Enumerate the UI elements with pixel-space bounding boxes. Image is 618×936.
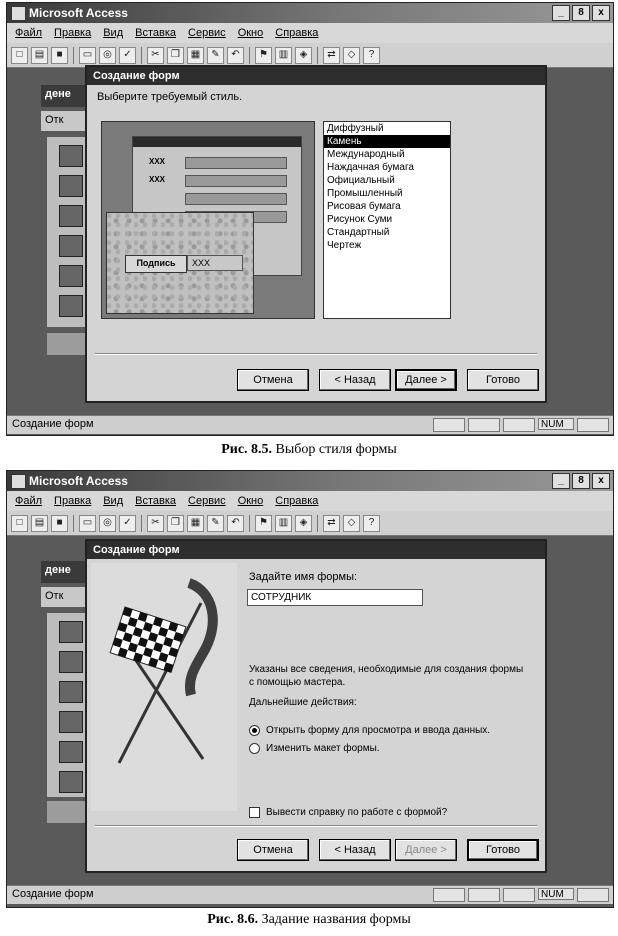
app-title-bar — [7, 471, 613, 491]
menu-insert[interactable]: Вставка — [135, 495, 177, 507]
menu-window[interactable]: Окно — [237, 495, 264, 507]
cut-icon[interactable]: ✂ — [147, 515, 164, 532]
menu-bar — [7, 491, 613, 511]
preview-icon[interactable]: ◎ — [99, 47, 116, 64]
preview-field — [185, 193, 287, 205]
code-icon[interactable]: ◈ — [295, 47, 312, 64]
wizard-info-text: Указаны все сведения, необходимые для создания формы с помощью мастера. — [249, 664, 524, 688]
undo-icon[interactable]: ↶ — [227, 47, 244, 64]
dialog-title: Создание форм — [87, 67, 545, 85]
style-item[interactable]: Промышленный — [327, 188, 403, 199]
finish-button[interactable]: Готово — [467, 839, 539, 861]
cancel-button[interactable]: Отмена — [237, 839, 309, 861]
open-icon[interactable]: ▤ — [31, 515, 48, 532]
num-lock-indicator: NUM — [538, 888, 574, 900]
menu-bar — [7, 23, 613, 43]
restore-button[interactable]: 8 — [572, 5, 590, 21]
figure-caption — [0, 912, 618, 928]
style-item[interactable]: Международный — [327, 149, 405, 160]
links-icon[interactable]: ⚑ — [255, 47, 272, 64]
queries-icon[interactable] — [59, 175, 83, 197]
menu-edit[interactable]: Правка — [54, 27, 92, 39]
menu-edit[interactable]: Правка — [54, 495, 92, 507]
status-cell — [433, 888, 465, 902]
menu-insert[interactable]: Вставка — [135, 27, 177, 39]
spelling-icon[interactable]: ✓ — [119, 47, 136, 64]
checkered-flag-illustration — [91, 563, 237, 811]
dialog-divider — [95, 353, 537, 355]
dialog-divider — [95, 825, 537, 827]
caption-number: Рис. 8.6. — [207, 912, 259, 927]
status-cell — [468, 888, 500, 902]
close-button[interactable]: x — [592, 473, 610, 489]
restore-button[interactable]: 8 — [572, 473, 590, 489]
menu-tools[interactable]: Сервис — [188, 495, 226, 507]
tables-icon[interactable] — [59, 145, 83, 167]
next-button[interactable]: Далее > — [395, 839, 457, 861]
reports-icon[interactable] — [59, 235, 83, 257]
status-cell — [503, 418, 535, 432]
toolbar-separator — [249, 515, 250, 532]
toolbar-separator — [249, 47, 250, 64]
next-button[interactable]: Далее > — [395, 369, 457, 391]
menu-help[interactable]: Справка — [275, 27, 319, 39]
access-app-icon — [11, 474, 26, 489]
back-button[interactable]: < Назад — [319, 839, 391, 861]
relationships-icon[interactable]: ⇄ — [323, 515, 340, 532]
new-icon[interactable]: □ — [11, 515, 28, 532]
open-icon[interactable]: ▤ — [31, 47, 48, 64]
save-icon[interactable]: ■ — [51, 47, 68, 64]
form-name-input[interactable]: СОТРУДНИК — [247, 589, 423, 606]
tables-icon[interactable] — [59, 621, 83, 643]
toolbar-separator — [73, 515, 74, 532]
cancel-button[interactable]: Отмена — [237, 369, 309, 391]
format-painter-icon[interactable]: ✎ — [207, 515, 224, 532]
style-item[interactable]: Диффузный — [327, 123, 384, 134]
num-lock-indicator: NUM — [538, 418, 574, 430]
dialog-title: Создание форм — [87, 541, 545, 559]
status-cell — [577, 888, 609, 902]
toolbar-separator — [317, 47, 318, 64]
style-item[interactable]: Наждачная бумага — [327, 162, 414, 173]
relationships-icon[interactable]: ⇄ — [323, 47, 340, 64]
minimize-button[interactable]: _ — [552, 5, 570, 21]
style-item[interactable]: Рисунок Суми — [327, 214, 393, 225]
style-item[interactable]: Рисовая бумага — [327, 201, 401, 212]
help-icon[interactable]: ? — [363, 515, 380, 532]
app-title: Microsoft Access — [29, 474, 128, 488]
status-bar — [7, 415, 613, 434]
stone-texture-sample — [106, 212, 254, 314]
copy-icon[interactable]: ❐ — [167, 47, 184, 64]
screenshot-form-name — [6, 470, 614, 908]
new-icon[interactable]: □ — [11, 47, 28, 64]
finish-button[interactable]: Готово — [467, 369, 539, 391]
preview-caption-label: Подпись — [125, 255, 187, 273]
database-window-title: дене — [41, 85, 91, 107]
caption-number: Рис. 8.5. — [221, 442, 273, 457]
modify-layout-option[interactable] — [249, 743, 380, 754]
radio-selected-icon[interactable] — [249, 725, 260, 736]
toolbar-separator — [317, 515, 318, 532]
new-object-icon[interactable]: ◇ — [343, 47, 360, 64]
menu-window[interactable]: Окно — [237, 27, 264, 39]
style-list[interactable] — [323, 121, 451, 319]
checkbox-icon[interactable] — [249, 807, 260, 818]
status-cell — [468, 418, 500, 432]
open-form-option[interactable] — [249, 725, 490, 736]
caption-text: Задание названия формы — [261, 912, 411, 927]
reports-icon[interactable] — [59, 711, 83, 733]
spelling-icon[interactable]: ✓ — [119, 515, 136, 532]
style-item[interactable]: Чертеж — [327, 240, 362, 251]
database-open-button[interactable]: Отк — [41, 587, 91, 607]
analyze-icon[interactable]: ▥ — [275, 47, 292, 64]
status-text: Создание форм — [12, 418, 94, 430]
menu-tools[interactable]: Сервис — [188, 27, 226, 39]
toolbar-separator — [73, 47, 74, 64]
links-icon[interactable]: ⚑ — [255, 515, 272, 532]
menu-view[interactable]: Вид — [103, 495, 124, 507]
analyze-icon[interactable]: ▥ — [275, 515, 292, 532]
help-icon[interactable]: ? — [363, 47, 380, 64]
status-cell — [503, 888, 535, 902]
next-actions-label: Дальнейшие действия: — [249, 697, 357, 708]
menu-file[interactable]: Файл — [15, 495, 43, 507]
help-checkbox[interactable] — [249, 807, 447, 818]
app-title-bar — [7, 3, 613, 23]
format-painter-icon[interactable]: ✎ — [207, 47, 224, 64]
print-icon[interactable]: ▭ — [79, 47, 96, 64]
form-wizard-dialog — [85, 539, 547, 873]
toolbar-separator — [141, 47, 142, 64]
copy-icon[interactable]: ❐ — [167, 515, 184, 532]
back-button[interactable]: < Назад — [319, 369, 391, 391]
style-prompt: Выберите требуемый стиль. — [97, 91, 243, 103]
form-wizard-dialog — [85, 65, 547, 403]
preview-row-label: XXX — [149, 175, 166, 184]
status-bar — [7, 885, 613, 904]
menu-view[interactable]: Вид — [103, 27, 124, 39]
preview-form-header — [133, 137, 301, 147]
pages-icon[interactable] — [59, 741, 83, 763]
new-object-icon[interactable]: ◇ — [343, 515, 360, 532]
toolbar — [7, 511, 613, 536]
close-button[interactable]: x — [592, 5, 610, 21]
form-name-label: Задайте имя формы: — [249, 571, 358, 583]
status-cell — [577, 418, 609, 432]
style-item[interactable]: Официальный — [327, 175, 395, 186]
checkered-flag-icon — [91, 563, 237, 811]
app-title: Microsoft Access — [29, 6, 128, 20]
forms-icon[interactable] — [59, 681, 83, 703]
style-item-selected[interactable]: Камень — [324, 135, 450, 148]
save-icon[interactable]: ■ — [51, 515, 68, 532]
style-preview — [101, 121, 315, 319]
preview-icon[interactable]: ◎ — [99, 515, 116, 532]
preview-row-label: XXX — [149, 157, 166, 166]
preview-field — [185, 157, 287, 169]
preview-caption-value: XXX — [187, 255, 243, 271]
menu-help[interactable]: Справка — [275, 495, 319, 507]
access-app-icon — [11, 6, 26, 21]
figure-caption — [0, 442, 618, 458]
macros-icon[interactable] — [59, 771, 83, 793]
preview-field — [185, 175, 287, 187]
toolbar-separator — [141, 515, 142, 532]
radio-empty-icon[interactable] — [249, 743, 260, 754]
undo-icon[interactable]: ↶ — [227, 515, 244, 532]
cut-icon[interactable]: ✂ — [147, 47, 164, 64]
paste-icon[interactable]: ▦ — [187, 515, 204, 532]
open-form-option-label: Открыть форму для просмотра и ввода данных. — [266, 725, 491, 736]
status-text: Создание форм — [12, 888, 94, 900]
queries-icon[interactable] — [59, 651, 83, 673]
caption-text: Выбор стиля формы — [275, 442, 397, 457]
minimize-button[interactable]: _ — [552, 473, 570, 489]
database-window-title: дене — [41, 561, 91, 583]
forms-icon[interactable] — [59, 205, 83, 227]
paste-icon[interactable]: ▦ — [187, 47, 204, 64]
modify-layout-option-label: Изменить макет формы. — [266, 743, 380, 754]
macros-icon[interactable] — [59, 295, 83, 317]
screenshot-style-selection — [6, 2, 614, 436]
database-open-button[interactable]: Отк — [41, 111, 91, 131]
help-checkbox-label: Вывести справку по работе с формой? — [266, 807, 448, 818]
style-item[interactable]: Стандартный — [327, 227, 390, 238]
print-icon[interactable]: ▭ — [79, 515, 96, 532]
code-icon[interactable]: ◈ — [295, 515, 312, 532]
status-cell — [433, 418, 465, 432]
pages-icon[interactable] — [59, 265, 83, 287]
menu-file[interactable]: Файл — [15, 27, 43, 39]
